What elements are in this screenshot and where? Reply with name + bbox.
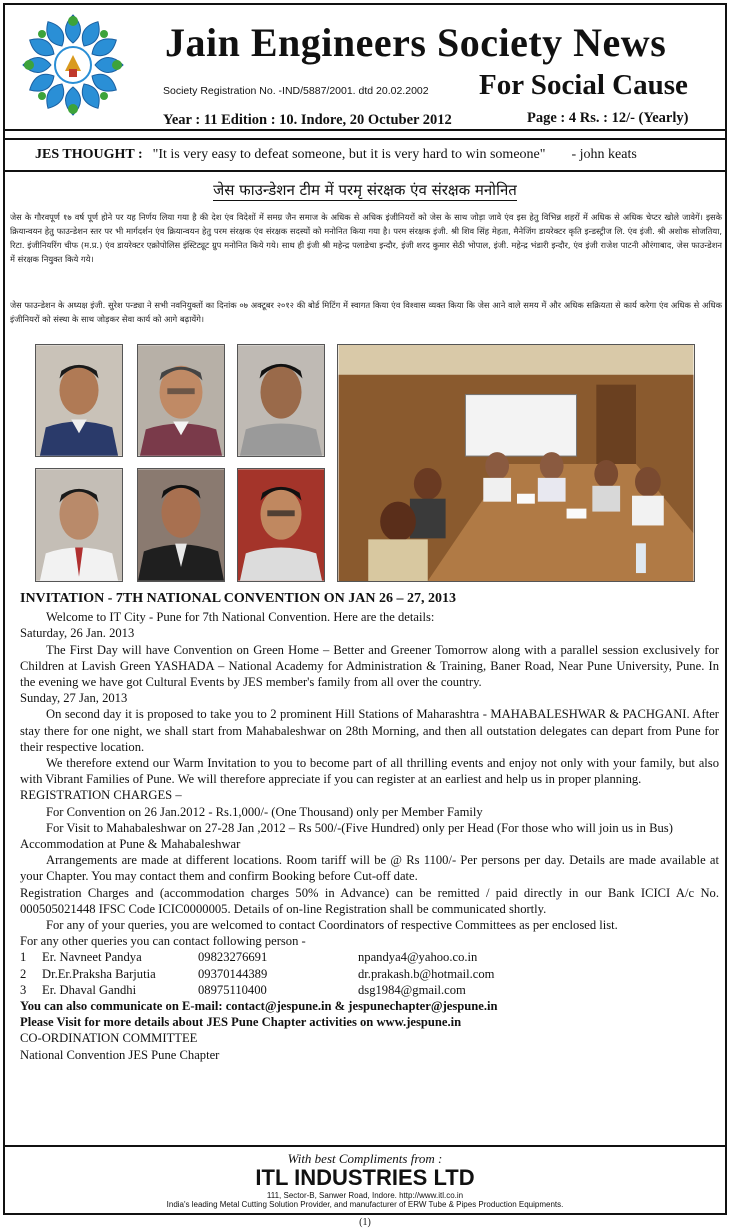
remittance-text: Registration Charges and (accommodation charges 50% in Advance) can be remitted / paid directly in our Bank ICICI A/c No. 000505021448 IFSC Code ICIC0000005. Details of on-line Registration shall be communicated shortly.	[20, 885, 719, 916]
newspaper-title: Jain Engineers Society News	[165, 20, 667, 65]
visit-line: Please Visit for more details about JES Pune Chapter activities on www.jespune.in	[20, 1015, 462, 1030]
meeting-photo	[337, 344, 695, 582]
edition-info: Year : 11 Edition : 10. Indore, 20 Octuber 2012	[163, 112, 452, 128]
contact-row	[20, 982, 719, 998]
portrait-photo	[35, 468, 123, 582]
hindi-headline	[0, 180, 730, 200]
thought-author: - john keats	[571, 147, 637, 162]
page-number: (1)	[359, 1217, 371, 1228]
contact-row	[20, 949, 719, 965]
jes-logo	[19, 11, 127, 119]
portrait-photo	[137, 344, 225, 457]
contact-phone: 08975110400	[198, 982, 267, 997]
thought-bar	[5, 138, 725, 172]
contact-name: Dr.Er.Praksha Barjutia	[42, 966, 156, 981]
contact-phone: 09823276691	[198, 950, 268, 965]
contact-name: Er. Navneet Pandya	[42, 950, 142, 965]
contact-phone: 09370144389	[198, 966, 268, 981]
accommodation-label: Accommodation at Pune & Mahabaleshwar	[20, 837, 241, 852]
sponsor-address: 111, Sector-B, Sanwer Road, Indore. http://www.itl.co.in	[266, 1191, 464, 1200]
thought-label: JES THOUGHT :	[35, 147, 143, 162]
newspaper-subtitle: For Social Cause	[479, 69, 688, 101]
day2-label: Sunday, 27 Jan, 2013	[20, 691, 128, 706]
sponsor-tagline: India's leading Metal Cutting Solution Provider, and manufacturer of ERW Tube & Pipes Production Equipments.	[166, 1200, 564, 1209]
contact-email[interactable]: dsg1984@gmail.com	[358, 982, 466, 997]
day2-text: On second day it is proposed to take you to 2 prominent Hill Stations of Maharashtra - MAHABALESHWAR & PACHGANI. After stay there for one night, we shall start from Mahabaleshwar on 28th Morning, and then all outstation delegates can depart from Pune for their respective location.	[20, 707, 719, 754]
page-price-info: Page : 4 Rs. : 12/- (Yearly)	[527, 110, 689, 126]
sponsor-name: ITL INDUSTRIES LTD	[255, 1165, 475, 1190]
contact-name: Er. Dhaval Gandhi	[42, 982, 137, 997]
portrait-photo	[137, 468, 225, 582]
contact-row	[20, 966, 719, 982]
contact-email[interactable]: npandya4@yahoo.co.in	[358, 950, 478, 965]
invitation-article	[20, 591, 719, 1063]
invitation-extend-text: We therefore extend our Warm Invitation to you to become part of all thrilling events and enjoy not only with your family, but also with Vibrant Families of Pune. We will therefore appreciate if you can register at an earliest and help us in proper planning.	[20, 756, 719, 787]
sponsor-intro: With best Compliments from :	[287, 1151, 443, 1166]
contact-list	[20, 949, 719, 998]
day1-text: The First Day will have Convention on Green Home – Better and Greener Tomorrow along with a parallel session exclusively for Children at Lavish Green YASHADA – National Academy for Administration & Training, Baner Road, Near Pune University, Pune. In the evening we have got Cultural Events by JES member's family from all over the country.	[20, 642, 719, 690]
hindi-paragraph-2: जेस फाउन्डेशन के अध्यक्ष इंजी. सुरेश पन्ड्या ने सभी नवनियुक्तों का दिनांक ०७ अक्टूबर २०१२ की बोर्ड मिटिंग में स्वागत किया एंव विश्वास व्यक्त किया कि जेस आने वाले समय में और अधिक सक्रियता से कार्य करेगा एंव अधिक से अधिक इंजीनियरों को संस्था के साथ जोड़कर सेवा कार्य को आगे बढ़ायेंगे।	[10, 300, 722, 324]
contact-number: 2	[20, 966, 27, 981]
portrait-photo	[35, 344, 123, 457]
registration-label: REGISTRATION CHARGES –	[20, 788, 182, 803]
accommodation-text: Arrangements are made at different locations. Room tariff will be @ Rs 1100/- Per persons per day. Details are made available at your Chapter. You may contact them and confirm Booking before Cut-off date.	[20, 853, 719, 884]
contact-number: 3	[20, 982, 27, 997]
email-line: You can also communicate on E-mail: contact@jespune.in & jespunechapter@jespune.in	[20, 999, 498, 1014]
portrait-photo	[237, 468, 325, 582]
contact-intro: For any other queries you can contact following person -	[20, 934, 306, 949]
invitation-title: INVITATION - 7TH NATIONAL CONVENTION ON JAN 26 – 27, 2013	[20, 591, 456, 606]
portrait-photo	[237, 344, 325, 457]
chapter-name: National Convention JES Pune Chapter	[20, 1047, 220, 1062]
masthead	[5, 5, 725, 131]
day1-label: Saturday, 26 Jan. 2013	[20, 626, 135, 641]
registration-charge-1: For Convention on 26 Jan.2012 - Rs.1,000/- (One Thousand) only per Member Family	[46, 804, 483, 819]
contact-email[interactable]: dr.prakash.b@hotmail.com	[358, 966, 495, 981]
thought-quote: "It is very easy to defeat someone, but it is very hard to win someone"	[152, 147, 546, 162]
committee-name: CO-ORDINATION COMMITTEE	[20, 1031, 198, 1046]
hindi-paragraph-1: जेस के गौरवपूर्ण १७ वर्ष पूर्ण होने पर यह निर्णय लिया गया है की देश एंव विदेशों में समग्र जैन समाज के अधिक से अधिक इंजीनियरों को जेस के साथ जोड़ा जावे एंव इस हेतु विभिन्न शहरों में अधिक से अधिक चेप्टर खोले जावेगें। इसके क्रियान्वयन हेतु फाउन्डेशन स्तर पर भी मार्गदर्शन एंव क्रियान्वयन हेतु परम संरक्षक एंव संरक्षक सदस्यों को मनोनित किया गया है। परम संरक्षक इंजी. श्री शिव सिंह मेहता, मैनेजिंग डायरेक्टर कृति इन्डस्ट्रीज लि. एंव इंजी. श्री अशोक सोजतिया, रिटा. इंजीनियरिंग चीफ (म.प्र.) एंव डायरेक्टर एक्रोपोलिस इंस्टिट्यूट ग्रुप मनोनित किये गये। साथ ही इंजी श्री महेन्द्र पलाडेचा इन्दौर, इंजी शरद कुमार सेठी भोपाल, इंजी. महेन्द्र भंडारी इन्दौर, एंव इंजी राजेश पाटनी औरंगाबाद, जेस फाउन्डेशन में संरक्षक नियुक्त किये गये।	[10, 212, 722, 264]
hindi-headline-text: जेस फाउन्डेशन टीम में परमृ संरक्षक एंव संरक्षक मनोनित	[213, 181, 517, 199]
registration-charge-2: For Visit to Mahabaleshwar on 27-28 Jan ,2012 – Rs 500/-(Five Hundred) only per Head (For those who will join us in Bus)	[46, 820, 673, 835]
sponsor-box	[5, 1145, 725, 1215]
registration-number: Society Registration No. -IND/5887/2001. dtd 20.02.2002	[163, 85, 429, 97]
queries-text: For any of your queries, you are welcomed to contact Coordinators of respective Committees as per enclosed list.	[46, 918, 618, 933]
contact-number: 1	[20, 950, 27, 965]
welcome-text: Welcome to IT City - Pune for 7th National Convention. Here are the details:	[46, 610, 435, 625]
